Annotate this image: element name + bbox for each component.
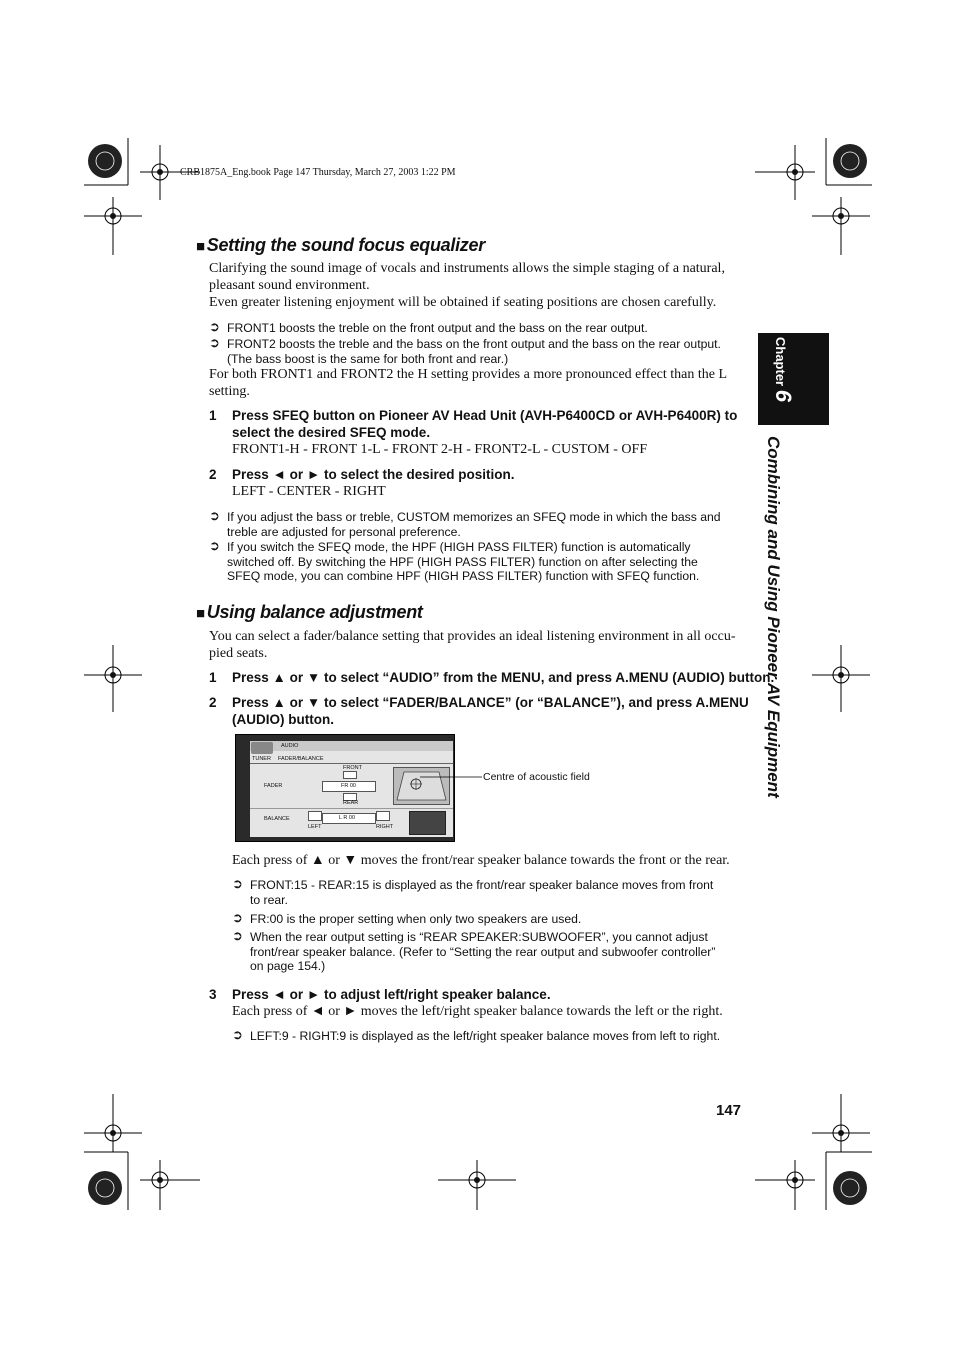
screen-tuner: TUNER [252, 756, 271, 762]
left-button [308, 811, 322, 821]
note-item: ➲ LEFT:9 - RIGHT:9 is displayed as the left/right speaker balance moves from left to right. [232, 1027, 721, 1043]
print-header: CRB1875A_Eng.book Page 147 Thursday, March 27, 2003 1:22 PM [180, 167, 456, 178]
screen-front: FRONT [343, 765, 362, 771]
note-item: ➲ FRONT:15 - REAR:15 is displayed as the front/rear speaker balance moves from front to rear. [232, 876, 714, 907]
callout-line [420, 770, 490, 782]
note-item: ➲ When the rear output setting is “REAR SPEAKER:SUBWOOFER”, you cannot adjust front/rear speaker balance. (Refer to “Setting the rear output and subwoofer controller” on page 154.) [232, 928, 716, 973]
callout-label: Centre of acoustic field [483, 771, 590, 783]
note-item: ➲ FR:00 is the proper setting when only two speakers are used. [232, 910, 582, 926]
balance-step-3: 3 Press ◄ or ► to adjust left/right speaker balance. [209, 987, 551, 1002]
sfeq-step-2-sub: LEFT - CENTER - RIGHT [232, 484, 386, 499]
front-button [343, 771, 357, 779]
screen-fader-balance: FADER/BALANCE [278, 756, 324, 762]
balance-value-box: L R 00 [322, 813, 376, 824]
divider [250, 808, 453, 809]
screen-balance: BALANCE [264, 816, 290, 822]
divider [250, 763, 453, 764]
chapter-tab [758, 333, 829, 425]
sfeq-para-3: For both FRONT1 and FRONT2 the H setting provides a more pronounced effect than the L setting. [209, 367, 728, 399]
sfeq-step-1: 1 Press SFEQ button on Pioneer AV Head Unit (AVH-P6400CD or AVH-P6400R) to select the desired SFEQ mode. [209, 408, 738, 440]
note-item: ➲ If you adjust the bass or treble, CUSTOM memorizes an SFEQ mode in which the bass and treble are adjusted for personal preference. [209, 508, 721, 539]
direction-pad-icon [409, 811, 446, 835]
screen-right: RIGHT [376, 824, 394, 830]
right-button [376, 811, 390, 821]
balance-step-3-sub: Each press of ◄ or ► moves the left/right speaker balance towards the left or the right. [232, 1004, 723, 1019]
chapter-label: Chapter 6 [771, 337, 796, 402]
fader-value-box: FR 00 [322, 781, 376, 792]
balance-after-fig: Each press of ▲ or ▼ moves the front/rear speaker balance towards the front or the rear. [232, 853, 730, 868]
screen-rear: REAR [343, 800, 359, 806]
fader-balance-screen [235, 734, 455, 842]
balance-step-1: 1 Press ▲ or ▼ to select “AUDIO” from the MENU, and press A.MENU (AUDIO) button. [209, 670, 775, 685]
note-item: ➲ FRONT2 boosts the treble and the bass on the front output and the bass on the rear output. (The bass boost is the same for both front and rear.) [209, 335, 721, 366]
section-heading-balance: ■ Using balance adjustment [196, 602, 423, 622]
screen-panel [250, 741, 453, 837]
page-number: 147 [716, 1102, 742, 1119]
sfeq-intro-2: Even greater listening enjoyment will be obtained if seating positions are chosen carefully. [209, 295, 717, 310]
screen-left: LEFT [308, 824, 322, 830]
section-heading-sfeq: ■ Setting the sound focus equalizer [196, 235, 485, 255]
note-item: ➲ If you switch the SFEQ mode, the HPF (HIGH PASS FILTER) function is automatically switched off. By switching the HPF (HIGH PASS FILTER) function on after selecting the SFEQ mode, you can combine HPF (HIGH PASS FILTER) function with SFEQ function. [209, 538, 700, 583]
note-item: ➲ FRONT1 boosts the treble on the front output and the bass on the rear output. [209, 319, 648, 335]
chapter-title: Combining and Using Pioneer AV Equipment [764, 436, 783, 798]
sfeq-step-1-sub: FRONT1-H - FRONT 1-L - FRONT 2-H - FRONT2-L - CUSTOM - OFF [232, 442, 648, 457]
audio-icon [251, 742, 273, 754]
sfeq-intro-1: Clarifying the sound image of vocals and instruments allows the simple staging of a natural, pleasant sound environment. [209, 261, 725, 293]
balance-intro: You can select a fader/balance setting that provides an ideal listening environment in all occu- pied seats. [209, 629, 736, 661]
sfeq-step-2: 2 Press ◄ or ► to select the desired position. [209, 467, 515, 482]
screen-audio: AUDIO [281, 743, 299, 749]
balance-step-2: 2 Press ▲ or ▼ to select “FADER/BALANCE” (or “BALANCE”), and press A.MENU (AUDIO) button. [209, 695, 749, 727]
screen-fader: FADER [264, 783, 283, 789]
